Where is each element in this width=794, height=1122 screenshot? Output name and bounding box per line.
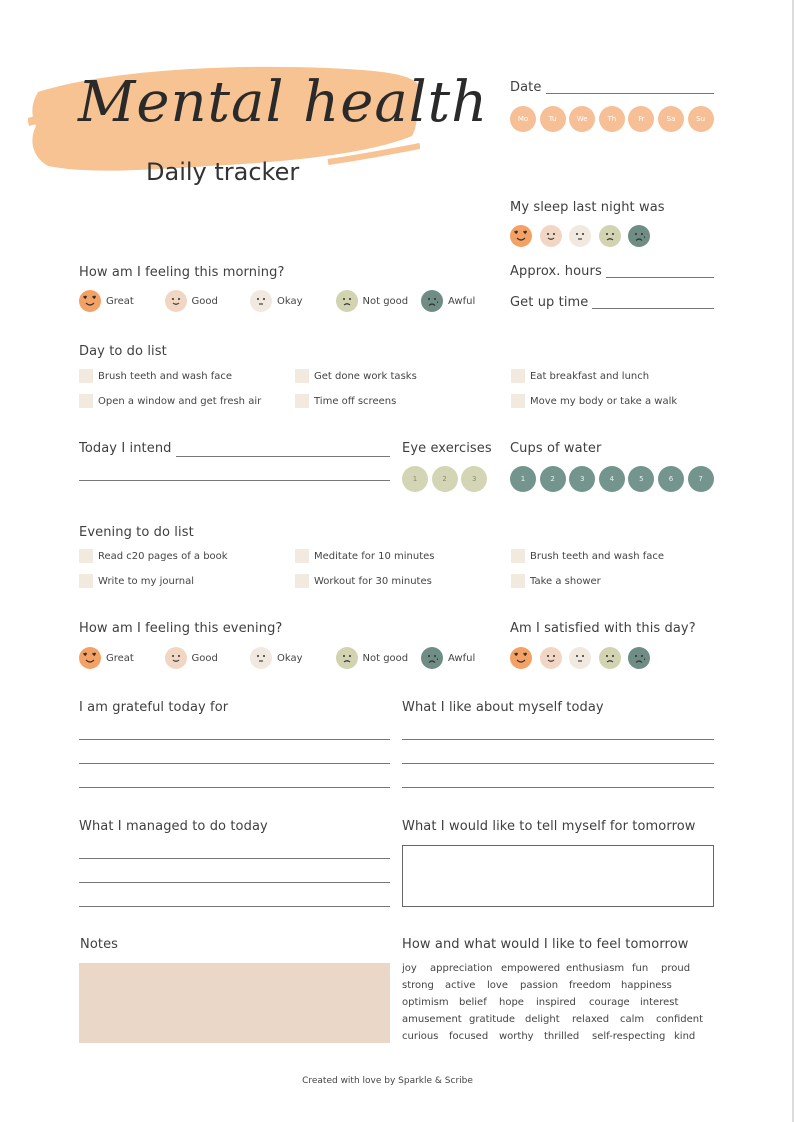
- feel-word[interactable]: courage: [589, 997, 630, 1008]
- feel-word[interactable]: enthusiasm: [566, 963, 625, 974]
- getup-field[interactable]: [592, 308, 714, 309]
- todo-item[interactable]: [295, 574, 432, 588]
- todo-label: Move my body or take a walk: [530, 395, 678, 407]
- water-cup-2[interactable]: 2: [540, 466, 566, 492]
- todo-item[interactable]: [79, 549, 228, 563]
- sleep-frowning-face-icon[interactable]: [599, 225, 621, 247]
- todo-item[interactable]: [511, 549, 664, 563]
- checkbox[interactable]: [511, 394, 525, 408]
- todo-label: Time off screens: [314, 395, 397, 407]
- feel-word[interactable]: relaxed: [572, 1014, 610, 1025]
- feel-word[interactable]: proud: [661, 963, 691, 974]
- todo-label: Workout for 30 minutes: [314, 575, 432, 587]
- like-myself-line-3[interactable]: [402, 787, 714, 788]
- mood-label: Not good: [362, 652, 409, 664]
- sleep-neutral-face-icon[interactable]: [569, 225, 591, 247]
- footer-credit: Created with love by Sparkle & Scribe: [302, 1076, 473, 1086]
- feel-word[interactable]: self-respecting: [592, 1031, 666, 1042]
- todo-item[interactable]: [511, 369, 649, 383]
- eye-exercise-2[interactable]: 2: [432, 466, 458, 492]
- grateful-line-2[interactable]: [79, 763, 390, 764]
- feel-word[interactable]: strong: [402, 980, 434, 991]
- frowning-face-icon: [336, 647, 358, 669]
- water-cup-4[interactable]: 4: [599, 466, 625, 492]
- water-cup-7[interactable]: 7: [688, 466, 714, 492]
- grateful-label: I am grateful today for: [79, 700, 229, 715]
- todo-item[interactable]: [79, 369, 232, 383]
- feel-word[interactable]: optimism: [402, 997, 449, 1008]
- intend-label: Today I intend: [79, 441, 172, 456]
- feel-word[interactable]: confident: [656, 1014, 704, 1025]
- hours-field[interactable]: [606, 277, 714, 278]
- neutral-face-icon: [250, 647, 272, 669]
- evening-mood-notgood[interactable]: [336, 647, 409, 669]
- morning-mood-okay[interactable]: [250, 290, 303, 312]
- neutral-face-icon: [250, 290, 272, 312]
- managed-line-2[interactable]: [79, 882, 390, 883]
- feel-word[interactable]: love: [487, 980, 508, 991]
- smiling-face-icon: [165, 647, 187, 669]
- weekday-mo[interactable]: Mo: [510, 106, 536, 132]
- grateful-line-1[interactable]: [79, 739, 390, 740]
- like-myself-line-2[interactable]: [402, 763, 714, 764]
- feel-word[interactable]: inspired: [536, 997, 576, 1008]
- smiling-face-icon: [165, 290, 187, 312]
- water-cup-3[interactable]: 3: [569, 466, 595, 492]
- page-subtitle: Daily tracker: [146, 158, 300, 186]
- morning-mood-awful[interactable]: [421, 290, 475, 312]
- weekday-fr[interactable]: Fr: [628, 106, 654, 132]
- mood-label: Great: [106, 652, 134, 664]
- feel-word[interactable]: joy: [402, 963, 417, 974]
- evening-label: How am I feeling this evening?: [79, 621, 283, 636]
- evening-mood-good[interactable]: [165, 647, 218, 669]
- weekday-th[interactable]: Th: [599, 106, 625, 132]
- checkbox[interactable]: [511, 574, 525, 588]
- mood-label: Not good: [362, 295, 409, 307]
- feel-word[interactable]: empowered: [501, 963, 561, 974]
- todo-item[interactable]: [511, 574, 601, 588]
- sleep-label: My sleep last night was: [510, 200, 665, 215]
- day-todo-label: Day to do list: [79, 344, 167, 359]
- crying-face-icon: [421, 290, 443, 312]
- checkbox[interactable]: [79, 549, 93, 563]
- feel-word[interactable]: belief: [459, 997, 487, 1008]
- hours-label: Approx. hours: [510, 264, 602, 279]
- date-field[interactable]: [546, 93, 714, 94]
- evening-mood-okay[interactable]: [250, 647, 303, 669]
- evening-todo-label: Evening to do list: [79, 525, 194, 540]
- getup-label: Get up time: [510, 295, 589, 310]
- like-myself-line-1[interactable]: [402, 739, 714, 740]
- weekday-su[interactable]: Su: [688, 106, 714, 132]
- weekday-we[interactable]: We: [569, 106, 595, 132]
- feel-word[interactable]: worthy: [499, 1031, 534, 1042]
- morning-mood-great[interactable]: [79, 290, 134, 312]
- tell-tomorrow-label: What I would like to tell myself for tomorrow: [402, 819, 696, 834]
- feel-word[interactable]: gratitude: [469, 1014, 516, 1025]
- feel-word[interactable]: calm: [620, 1014, 645, 1025]
- todo-item[interactable]: [511, 394, 677, 408]
- satisfied-heart-eyes-face-icon[interactable]: [510, 647, 532, 669]
- feel-word[interactable]: amusement: [402, 1014, 462, 1025]
- feel-word[interactable]: thrilled: [544, 1031, 580, 1042]
- feel-word[interactable]: appreciation: [430, 963, 493, 974]
- checkbox[interactable]: [511, 549, 525, 563]
- todo-label: Meditate for 10 minutes: [314, 550, 435, 562]
- managed-line-3[interactable]: [79, 906, 390, 907]
- evening-mood-great[interactable]: [79, 647, 134, 669]
- todo-label: Read c20 pages of a book: [98, 550, 228, 562]
- weekday-sa[interactable]: Sa: [658, 106, 684, 132]
- checkbox[interactable]: [295, 394, 309, 408]
- date-label: Date: [510, 80, 542, 95]
- todo-item[interactable]: [295, 394, 396, 408]
- checkbox[interactable]: [511, 369, 525, 383]
- eye-exercise-3[interactable]: 3: [461, 466, 487, 492]
- heart-eyes-face-icon: [79, 647, 101, 669]
- water-label: Cups of water: [510, 441, 602, 456]
- weekday-tu[interactable]: Tu: [540, 106, 566, 132]
- checkbox[interactable]: [79, 574, 93, 588]
- eye-exercise-1[interactable]: 1: [402, 466, 428, 492]
- satisfied-smiling-face-icon[interactable]: [540, 647, 562, 669]
- feel-word[interactable]: curious: [402, 1031, 439, 1042]
- todo-label: Eat breakfast and lunch: [530, 370, 650, 382]
- like-myself-label: What I like about myself today: [402, 700, 604, 715]
- todo-item[interactable]: [295, 369, 417, 383]
- heart-eyes-face-icon: [79, 290, 101, 312]
- satisfied-crying-face-icon[interactable]: [628, 647, 650, 669]
- mood-label: Awful: [448, 295, 476, 307]
- morning-label: How am I feeling this morning?: [79, 265, 285, 280]
- mood-label: Good: [191, 652, 218, 664]
- feel-word[interactable]: active: [445, 980, 476, 991]
- satisfied-neutral-face-icon[interactable]: [569, 647, 591, 669]
- feel-word[interactable]: interest: [640, 997, 679, 1008]
- satisfied-frowning-face-icon[interactable]: [599, 647, 621, 669]
- crying-face-icon: [421, 647, 443, 669]
- feel-word[interactable]: focused: [449, 1031, 489, 1042]
- checkbox[interactable]: [295, 549, 309, 563]
- checkbox[interactable]: [79, 394, 93, 408]
- mood-label: Okay: [277, 295, 303, 307]
- intend-field-2[interactable]: [79, 480, 390, 481]
- page-title: Mental health: [78, 70, 489, 135]
- tell-tomorrow-box[interactable]: [402, 845, 714, 907]
- water-cup-6[interactable]: 6: [658, 466, 684, 492]
- todo-item[interactable]: [79, 574, 194, 588]
- feel-word[interactable]: passion: [520, 980, 559, 991]
- feel-word[interactable]: happiness: [621, 980, 672, 991]
- mood-label: Awful: [448, 652, 476, 664]
- sleep-smiling-face-icon[interactable]: [540, 225, 562, 247]
- mood-label: Great: [106, 295, 134, 307]
- todo-item[interactable]: [79, 394, 261, 408]
- satisfied-label: Am I satisfied with this day?: [510, 621, 696, 636]
- feel-word[interactable]: hope: [499, 997, 524, 1008]
- feel-tomorrow-label: How and what would I like to feel tomorrow: [402, 937, 689, 952]
- grateful-line-3[interactable]: [79, 787, 390, 788]
- frowning-face-icon: [336, 290, 358, 312]
- todo-item[interactable]: [295, 549, 435, 563]
- managed-label: What I managed to do today: [79, 819, 268, 834]
- feel-word[interactable]: freedom: [569, 980, 611, 991]
- feel-word[interactable]: delight: [525, 1014, 560, 1025]
- sleep-heart-eyes-face-icon[interactable]: [510, 225, 532, 247]
- notes-label: Notes: [80, 937, 119, 952]
- checkbox[interactable]: [295, 369, 309, 383]
- morning-mood-notgood[interactable]: [336, 290, 409, 312]
- evening-mood-awful[interactable]: [421, 647, 475, 669]
- mood-label: Okay: [277, 652, 303, 664]
- todo-label: Brush teeth and wash face: [98, 370, 233, 382]
- eye-label: Eye exercises: [402, 441, 492, 456]
- checkbox[interactable]: [79, 369, 93, 383]
- sleep-crying-face-icon[interactable]: [628, 225, 650, 247]
- intend-field-1[interactable]: [176, 456, 390, 457]
- managed-line-1[interactable]: [79, 858, 390, 859]
- feel-word[interactable]: kind: [674, 1031, 696, 1042]
- morning-mood-good[interactable]: [165, 290, 218, 312]
- checkbox[interactable]: [295, 574, 309, 588]
- todo-label: Open a window and get fresh air: [98, 395, 262, 407]
- mood-label: Good: [191, 295, 218, 307]
- todo-label: Write to my journal: [98, 575, 195, 587]
- water-cup-1[interactable]: 1: [510, 466, 536, 492]
- todo-label: Get done work tasks: [314, 370, 417, 382]
- water-cup-5[interactable]: 5: [628, 466, 654, 492]
- notes-box[interactable]: [79, 963, 390, 1043]
- todo-label: Take a shower: [530, 575, 601, 587]
- feel-word[interactable]: fun: [632, 963, 649, 974]
- todo-label: Brush teeth and wash face: [530, 550, 665, 562]
